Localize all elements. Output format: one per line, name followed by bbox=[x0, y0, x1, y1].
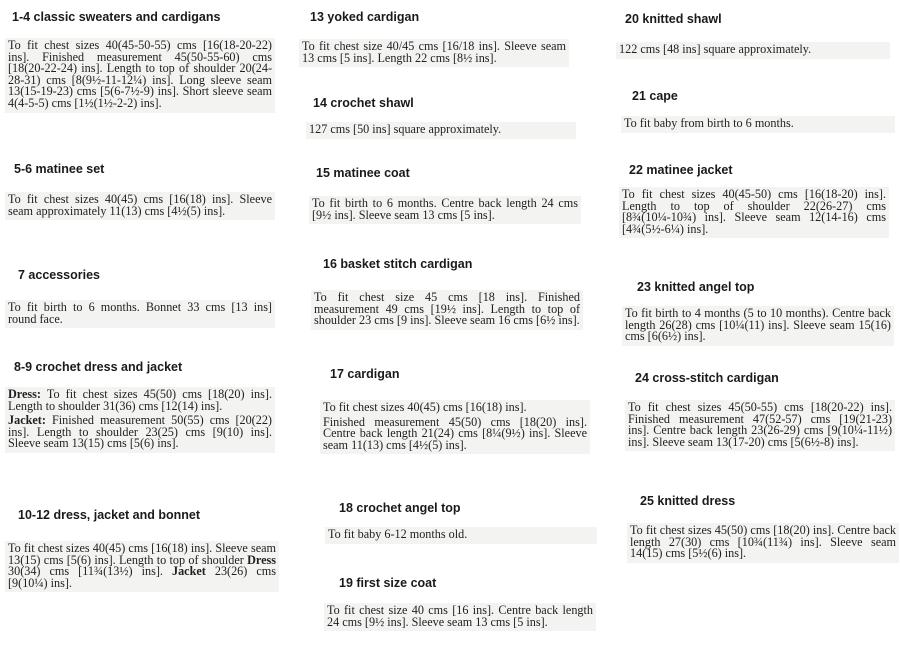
entry-text bbox=[320, 400, 590, 454]
entry-title: 16 basket stitch cardigan bbox=[323, 257, 473, 271]
entry-title: 15 matinee coat bbox=[316, 166, 410, 180]
entry-title: 18 crochet angel top bbox=[339, 501, 461, 515]
text-run: To fit birth to 4 months (5 to 10 months). Centre back length 26(28) cms [10¼(11) ins]. Sleeve seam 15(16) cms [6(6½) ins]. bbox=[625, 306, 891, 344]
text-run: To fit chest sizes 45(50) cms [18(20) ins]. Length to shoulder 31(36) cms [12(14) ins]. bbox=[8, 387, 272, 413]
entry-title: 21 cape bbox=[632, 89, 678, 103]
entry-paragraph bbox=[622, 189, 886, 235]
entry-paragraph bbox=[628, 402, 892, 448]
text-run: To fit chest sizes 40(45-50-55) cms [16(18-20-22) ins]. Finished measurement 45(50-55-60) cms [18(20-22-24) ins]. Length to top of shoulder 20(24-28-31) cms [8(9½-11-12¼) ins]. Long sleeve seam 13(15-19-23) cms [5(6-7½-9) ins]. Short sleeve seam 4(4-5-5) cms [1½(1½-2-2) ins]. bbox=[8, 38, 272, 110]
entry-text bbox=[311, 290, 583, 330]
entry-paragraph bbox=[625, 308, 891, 343]
entry-paragraph bbox=[630, 525, 896, 560]
text-run: 30(34) cms [11¾(13½) ins]. bbox=[8, 564, 172, 579]
entry-title: 24 cross-stitch cardigan bbox=[635, 371, 779, 385]
entry-paragraph bbox=[8, 302, 272, 325]
entry-title: 10-12 dress, jacket and bonnet bbox=[18, 508, 201, 522]
entry-title: 13 yoked cardigan bbox=[310, 10, 420, 24]
bold-label: Jacket: bbox=[8, 413, 46, 428]
bold-label: Jacket bbox=[171, 564, 206, 579]
entry-text bbox=[627, 523, 899, 563]
text-run: To fit chest size 40 cms [16 ins]. Centre back length 24 cms [9½ ins]. Sleeve seam 13 cms [5 ins]. bbox=[327, 603, 593, 629]
entry-title: 5-6 matinee set bbox=[14, 162, 105, 176]
entry-title: 19 first size coat bbox=[339, 576, 437, 590]
text-run: To fit baby from birth to 6 months. bbox=[624, 116, 794, 130]
entry-title: 1-4 classic sweaters and cardigans bbox=[12, 10, 221, 24]
text-run: To fit chest sizes 45(50) cms [18(20) ins]. Centre back length 27(30) cms [10¾(11¾) ins]. Sleeve seam 14(15) cms [5½(6) ins]. bbox=[630, 523, 896, 561]
entry-text bbox=[324, 603, 596, 631]
entry-title: 25 knitted dress bbox=[640, 494, 736, 508]
text-run: To fit chest sizes 40(45) cms [16(18) ins]. bbox=[323, 400, 527, 414]
entry-text bbox=[5, 300, 275, 328]
entry-text bbox=[619, 187, 889, 238]
entry-title: 23 knitted angel top bbox=[637, 280, 755, 294]
entry-paragraph bbox=[314, 292, 580, 327]
entry-paragraph bbox=[619, 44, 887, 56]
entry-paragraph bbox=[302, 41, 566, 64]
entry-title: 17 cardigan bbox=[330, 367, 400, 381]
entry-paragraph bbox=[8, 389, 272, 412]
entry-paragraph bbox=[8, 415, 272, 450]
entry-text bbox=[306, 122, 576, 139]
entry-text bbox=[5, 192, 275, 220]
text-run: 127 cms [50 ins] square approximately. bbox=[309, 122, 502, 136]
bold-label: Dress bbox=[247, 552, 276, 567]
entry-title: 14 crochet shawl bbox=[313, 96, 414, 110]
entry-text bbox=[622, 306, 894, 346]
entry-paragraph bbox=[309, 124, 573, 136]
entry-text bbox=[616, 42, 890, 59]
text-run: To fit birth to 6 months. Centre back length 24 cms [9½ ins]. Sleeve seam 13 cms [5 ins]. bbox=[312, 196, 578, 222]
entry-text bbox=[5, 541, 279, 592]
text-run: To fit chest sizes 45(50-55) cms [18(20-22) ins]. Finished measurement 47(52-57) cms [19(21-23) ins]. Centre back length 23(26-29) cms [9(10¼-11½) ins]. Sleeve seam 13(17-20) cms [5(6½-8) ins]. bbox=[628, 400, 892, 449]
text-run: To fit chest sizes 40(45) cms [16(18) ins]. Sleeve seam approximately 11(13) cms [4½(5) ins]. bbox=[8, 192, 272, 218]
entry-paragraph bbox=[8, 543, 276, 589]
entry-paragraph bbox=[327, 605, 593, 628]
entry-paragraph bbox=[8, 40, 272, 110]
text-run: 23(26) cms [9(10¼) ins]. bbox=[8, 564, 276, 590]
text-run: Finished measurement 45(50) cms [18(20) ins]. Centre back length 21(24) cms [8¼(9½) ins]. Sleeve seam 11(13) cms [4½(5) ins]. bbox=[323, 414, 587, 452]
entry-text bbox=[5, 387, 275, 453]
entry-title: 20 knitted shawl bbox=[625, 12, 722, 26]
entry-paragraph bbox=[328, 529, 594, 541]
entry-title: 22 matinee jacket bbox=[629, 163, 733, 177]
bold-label: Dress: bbox=[8, 387, 41, 401]
text-run: To fit chest sizes 40(45) cms [16(18) ins]. Sleeve seam 13(15) cms [5(6) ins]. Length to top of shoulder bbox=[8, 541, 276, 567]
entry-paragraph bbox=[8, 194, 272, 217]
text-run: Finished measurement 50(55) cms [20(22) ins]. Length to shoulder 23(25) cms [9(10) ins]. Sleeve seam 13(15) cms [5(6) ins]. bbox=[8, 413, 272, 451]
entry-text bbox=[625, 400, 895, 451]
entry-text bbox=[309, 196, 581, 224]
text-run: To fit chest size 45 cms [18 ins]. Finished measurement 49 cms [19½ ins]. Length to top of shoulder 23 cms [9 ins]. Sleeve seam 16 cms [6½ ins]. bbox=[314, 290, 580, 328]
entry-paragraph bbox=[624, 118, 892, 130]
entry-text bbox=[621, 116, 895, 133]
entry-paragraph bbox=[323, 402, 587, 414]
text-run: 122 cms [48 ins] square approximately. bbox=[619, 42, 812, 56]
entry-title: 8-9 crochet dress and jacket bbox=[14, 360, 183, 374]
entry-text bbox=[325, 527, 597, 544]
entry-paragraph bbox=[323, 414, 587, 452]
entry-text bbox=[5, 38, 275, 113]
text-run: To fit chest sizes 40(45-50) cms [16(18-20) ins]. Length to top of shoulder 22(26-27) cms [8¾(10¼-10¾) ins]. Sleeve seam 12(14-16) cms [4¾(5½-6¼) ins]. bbox=[622, 187, 886, 236]
entry-title: 7 accessories bbox=[18, 268, 101, 282]
entry-text bbox=[299, 39, 569, 67]
text-run: To fit birth to 6 months. Bonnet 33 cms [13 ins] round face. bbox=[8, 300, 272, 326]
entry-paragraph bbox=[312, 198, 578, 221]
text-run: To fit chest size 40/45 cms [16/18 ins]. Sleeve seam 13 cms [5 ins]. Length 22 cms [8½ ins]. bbox=[302, 39, 566, 65]
text-run: To fit baby 6-12 months old. bbox=[328, 527, 468, 541]
